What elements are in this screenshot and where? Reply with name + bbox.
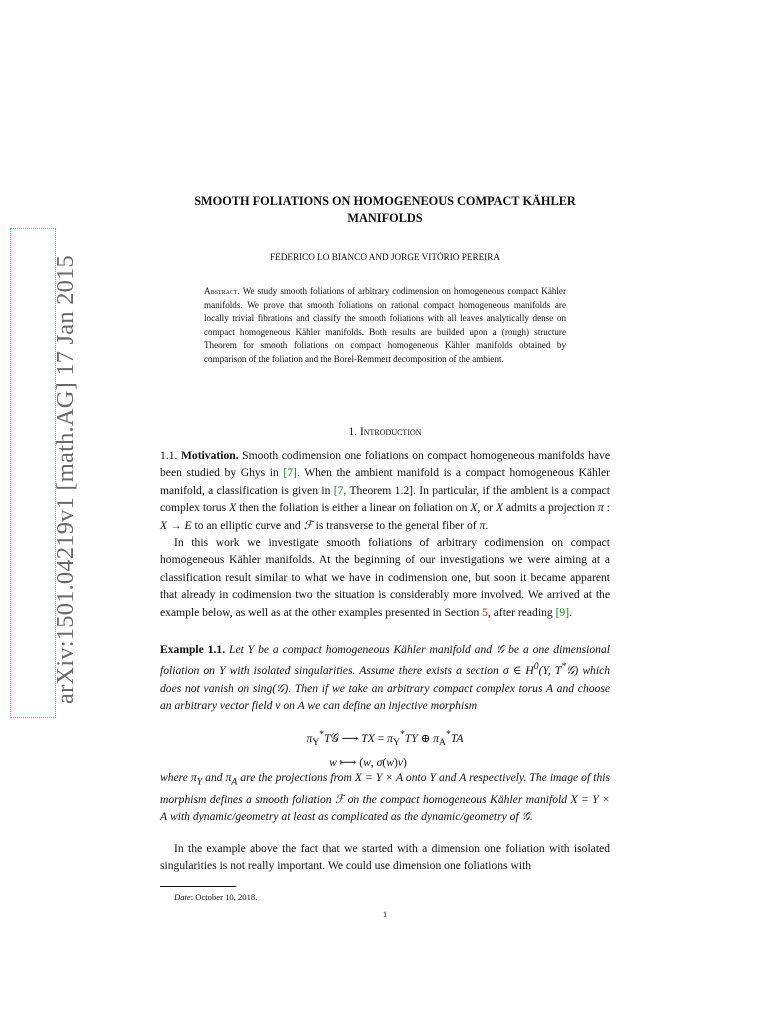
section-heading	[160, 426, 610, 438]
example-heading: Example 1.1.	[160, 643, 226, 656]
section-number: 1.	[348, 426, 358, 438]
section-title: Introduction	[359, 426, 422, 438]
page-number: 1	[382, 909, 388, 919]
intro-body	[160, 447, 610, 621]
arxiv-stamp-frame	[10, 228, 56, 718]
arxiv-stamp: arXiv:1501.04219v1 [math.AG] 17 Jan 2015	[52, 255, 79, 704]
display-equation: $\pi_Y^*T𝒢$ ⟶ TX = $\pi_Y^*TY$ ⊕ $\pi_A^*TA$ w ⟼ (w, σ(w)v)	[306, 729, 464, 770]
footnote-label: Date	[174, 892, 191, 902]
final-paragraph: In the example above the fact that we started with a dimension one foliation with isolated singularities is not really important. We could use dimension one foliations with	[160, 842, 610, 873]
section-link[interactable]: 5	[482, 605, 488, 619]
citation-link[interactable]: [7]	[283, 466, 297, 480]
title-line-1: SMOOTH FOLIATIONS ON HOMOGENEOUS COMPACT KÄHLER	[194, 194, 576, 208]
footnote-rule	[160, 886, 236, 887]
abstract	[204, 285, 566, 367]
investigation-paragraph: In this work we investigate smooth foliations of arbitrary codimension on compact homogeneous Kähler manifolds. At the beginning of our investigations we were aiming at a classification result similar to what we have in codimension one, but soon it became apparent that already in codimension two the situation is considerably more involved. We arrived at the example below, as well as at the other examples presented in Section 5, after reading [9].	[160, 536, 610, 619]
authors: FEDERICO LO BIANCO AND JORGE VITÓRIO PEREIRA	[269, 252, 501, 262]
example-block: Example 1.1. Let Y be a compact homogeneous Kähler manifold and 𝒢 be a one dimensional foliation on Y with isolated singularities. Assume there exists a section σ ∈ $H^0(Y$, T*𝒢) which does not vanish on sing(𝒢). Then if we take an arbitrary compact complex torus A and choose an arbitrary vector field v on A we can define an injective morphism	[160, 643, 611, 713]
citation-link[interactable]: [7,	[333, 483, 347, 497]
example-continuation: where $\pi_Y$ and $\pi_A$ are the projections from X = Y × A onto Y and A respectively. The image of this morphism defines a smooth foliation ℱ on the compact homogeneous Kähler manifold X = Y × A with dynamic/geometry at least as complicated as the dynamic/geometry of 𝒢.	[160, 771, 610, 824]
abstract-label: Abstract.	[204, 286, 240, 296]
abstract-text: We study smooth foliations of arbitrary codimension on homogeneous compact Kähler manifolds. We prove that smooth foliations on rational compact homogeneous manifolds are locally trivial fibrations and classify the smooth foliations with all leaves analytically dense on compact homogeneous Kähler manifolds. Both results are builded upon a (rough) structure Theorem for smooth foliations on compact homogeneous Kähler manifolds obtained by comparison of the foliation and the Borel-Remmert decomposition of the ambient.	[204, 286, 566, 364]
paper-title	[160, 193, 610, 227]
motivation-paragraph: 1.1. Motivation. Smooth codimension one foliations on compact homogeneous manifolds have been studied by Ghys in [7]. When the ambient manifold is a compact homogeneous Kähler manifold, a classification is given in [7, Theorem 1.2]. In particular, if the ambient is a compact complex torus X then the foliation is either a linear on foliation on X, or X admits a projection π : X → E to an elliptic curve and ℱ is transverse to the general fiber of π.	[160, 449, 611, 532]
footnote-text: : October 10, 2018.	[190, 892, 258, 902]
citation-link[interactable]: [9]	[555, 605, 570, 619]
footnote	[174, 892, 257, 902]
title-line-2: MANIFOLDS	[347, 211, 423, 225]
